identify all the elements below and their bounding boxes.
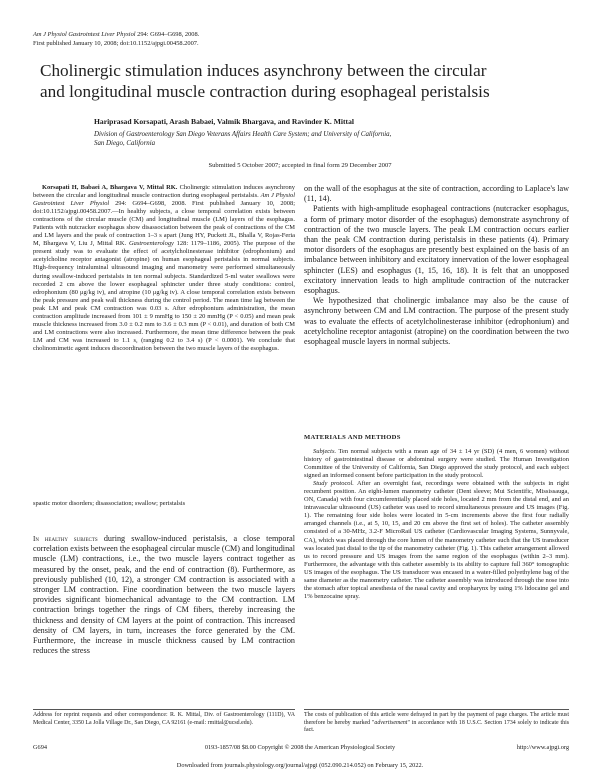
footnote-publication-costs xyxy=(304,712,569,735)
download-notice: Downloaded from journals.physiology.org/journal/ajpgi (052.090.214.052) on February 15, 2022. xyxy=(176,762,424,769)
footnote-cost-text: The costs of publication of this article were defrayed in part by the payment of page charges. The article must therefore be hereby marked " xyxy=(304,712,569,726)
paper-title xyxy=(40,60,560,102)
abstract-citation: 294: G694–G698, 2008. First published January 10, 2008; doi:10.1152/ajpgi.00458.2007.—In healthy subjects, a close temporal correlation exists between contractions of the circular muscle (CM) and longitudinal muscle (LM) layers of the esophagus. Patients with nutcracker esophagus show disassociation between the peak of contractions of the CM and LM layers and the peak of contraction 1–3 s apart (Jung HY, Puckett JL, Bhalla V, Rojas-Feria M, Bhargava V, Liu J, Mittal RK. xyxy=(33,200,296,248)
methods-section xyxy=(304,448,569,601)
right-paragraph-1: Patients with high-amplitude esophageal contractions (nutcracker esophagus, a form of primary motor disorder of the esophagus) demonstrate asynchrony of contraction of the two muscle layers. The peak LM contraction occurs earlier than the peak CM contraction during peristalsis in these patients (4). Primary motor disorders of the esophagus are presently best explained on the basis of an imbalance between inhibitory and excitatory innervation of the lower esophageal sphincter (LES) and esophagus (1, 15, 16, 18). It is felt that an unopposed excitatory innervation leads to high amplitude contraction of the nutcracker esophagus. xyxy=(304,204,569,296)
doi-line: First published January 10, 2008; doi:10.1152/ajpgi.00458.2007. xyxy=(33,40,199,47)
intro-lead: In healthy subjects xyxy=(33,535,98,543)
intro-paragraph xyxy=(33,534,295,656)
subjects-text: Ten normal subjects with a mean age of 34 ± 14 yr (SD) (4 men, 6 women) without history of gastrointestinal disease or abdominal surgery were studied. The Human Investigation Committee of the University of California, San Diego approved the study protocol, and each subject signed an informed consent before participation in the study protocol. xyxy=(304,448,569,480)
submission-dates: Submitted 5 October 2007; accepted in final form 29 December 2007 xyxy=(208,162,392,169)
footnote-advertisement: advertisement xyxy=(374,719,408,726)
title-line-2: and longitudinal muscle contraction during esophageal peristalsis xyxy=(40,82,490,101)
page-number: G694 xyxy=(33,744,47,751)
abstract xyxy=(33,184,295,353)
title-line-1: Cholinergic stimulation induces asynchrony between the circular xyxy=(40,61,487,80)
keywords: spastic motor disorders; disassociation; swallow; peristalsis xyxy=(33,500,186,507)
journal-url[interactable]: http://www.ajpgi.org xyxy=(516,744,569,751)
footnote-rule-left xyxy=(33,709,295,710)
abstract-title: Cholinergic stimulation induces asynchrony between the circular and longitudinal muscle contraction during esophageal peristalsis. xyxy=(33,184,295,200)
journal-name: Am J Physiol Gastrointest Liver Physiol xyxy=(33,31,136,38)
copyright-line: 0193-1857/08 $8.00 Copyright © 2008 the American Physiological Society xyxy=(204,744,396,751)
methods-heading: MATERIALS AND METHODS xyxy=(304,434,401,441)
abstract-gastro: Gastroenterology xyxy=(128,240,174,248)
journal-volume: 294: G694–G698, 2008. xyxy=(135,31,200,38)
protocol-label: Study protocol. xyxy=(313,480,354,488)
footnote-rule-right xyxy=(304,709,569,710)
abstract-body: 128: 1179–1186, 2005). The purpose of the present study was to evaluate the effect of acetylcholinesterase inhibitor (edrophonium) and acetylcholine receptor antagonist (atropine) on human esophageal peristalsis in normal subjects. High-frequency intraluminal ultrasound imaging and manometry were performed simultaneously during swallow-induced peristalsis in ten normal subjects. Standardized 5-ml water swallows were recorded 2 cm above the lower esophageal sphincter under three study conditions: control, edrophonium (80 μg/kg iv), and atropine (10 μg/kg iv). A close temporal correlation exists between the peak pressure and peak wall thickness during the control period. The mean time lag between the peak LM and peak CM contraction was 0.03 s. After edrophonium administration, the mean contraction amplitude increased from 101 ± 9 mmHg to 150 ± 20 mmHg (P < 0.05) and mean peak muscle thickness increased from 3.0 ± 0.2 mm to 3.6 ± 0.3 mm (P < 0.01), and duration of both CM and LM contractions were also increased. Furthermore, the mean time difference between the peak LM and CM was increased to 1.1 s, (ranging 0.2 to 3.4 s) (P < 0.0001). We conclude that cholinomimetic agent induces discoordination between the two muscle layers of the esophagus. xyxy=(33,240,295,352)
affiliation-line-2: San Diego, California xyxy=(94,140,156,148)
footnote-cost-end: " in accordance with 18 U.S.C. Section 1734 solely to indicate this fact. xyxy=(304,719,569,734)
journal-header xyxy=(33,30,199,39)
author-list: Hariprasad Korsapati, Arash Babaei, Valmik Bhargava, and Ravinder K. Mittal xyxy=(94,117,354,126)
abstract-journal: Am J Physiol Gastrointest Liver Physiol xyxy=(33,192,295,208)
intro-text: during swallow-induced peristalsis, a close temporal correlation exists between the esophageal circular muscle (CM) and longitudinal muscle (LM) contractions, i.e., the two muscle layers contract together as measured by the onset, peak, and the end of contraction (8). Furthermore, as previously published (10, 12), a stronger CM contraction is associated with a stronger LM contraction. Fine coordination between the two muscle layers provides significant biomechanical advantage to the CM contraction. LM contraction brings together the rings of CM fibers, thereby increasing the thickness and density of CM layers at the point of contraction. This increased density of CM layers, in turn, increases the force generated by the CM. Furthermore, the increase in muscle thickness caused by LM contraction reduces the stress xyxy=(33,534,295,656)
right-paragraph-2: We hypothesized that cholinergic imbalance may also be the cause of asynchrony between CM and LM contraction. The purpose of the present study was to evaluate the effects of acetylcholinesterase inhibitor (edrophonium) and acetylcholine receptor antagonist (atropine) on the coordination between the two esophageal muscle layers in normal subjects. xyxy=(304,296,569,347)
subjects-label: Subjects. xyxy=(313,448,337,455)
abstract-authors: Korsapati H, Babaei A, Bhargava V, Mittal RK. xyxy=(42,184,178,191)
right-paragraph-0: on the wall of the esophagus at the site of contraction, according to Laplace's law (11, 14). xyxy=(304,184,569,204)
footnote-correspondence: Address for reprint requests and other correspondence: R. K. Mittal, Div. of Gastroenterology (111D), VA Medical Center, 3350 La Jolla Village Dr., San Diego, CA 92161 (e-mail: rmittal@ucsd.edu). xyxy=(33,712,295,726)
affiliation xyxy=(94,130,564,149)
protocol-text: After an overnight fast, recordings were obtained with the subjects in right recumbent position. An eight-lumen manometry catheter (Dent sleeve; Mui Scientific, Mississauga, ON, Canada) with four circumferentially placed side holes, located 2 mm from the distal end, and an intravascular ultrasound (US) catheter was used to record simultaneous pressure and US images (Fig. 1). The remaining four side holes were located in 5-cm increments above the first four radially arranged channels (i.e., at 5, 10, 15, and 20 cm above the first set of holes). The catheter assembly consisted of a 30-MHz, 3.2-F MicroRail US catheter (Cardiovascular Imaging Systems, Sunnyvale, CA), which was placed through the core lumen of the manometry catheter such that the US transducer was located just distal to the tip of the manometry catheter (Fig. 1). This catheter arrangement allowed us to record pressure and US images from the same region of the esophagus (within 2–3 mm). Furthermore, the advantage with this catheter assembly is its ability to capture full 360° tomographic US images of the esophagus. The US transducer was encased in a water-filled polyethylene bag of the same diameter as the manometry catheter. The catheter assembly was introduced through the nose into the stomach after topical anesthesia of the nasal cavity and oropharynx by using 1% lidocaine gel and 1% benzocaine spray. xyxy=(304,480,569,600)
affiliation-line-1: Division of Gastroenterology San Diego Veterans Affairs Health Care System; and University of California, xyxy=(94,131,392,138)
right-column-text xyxy=(304,184,569,347)
